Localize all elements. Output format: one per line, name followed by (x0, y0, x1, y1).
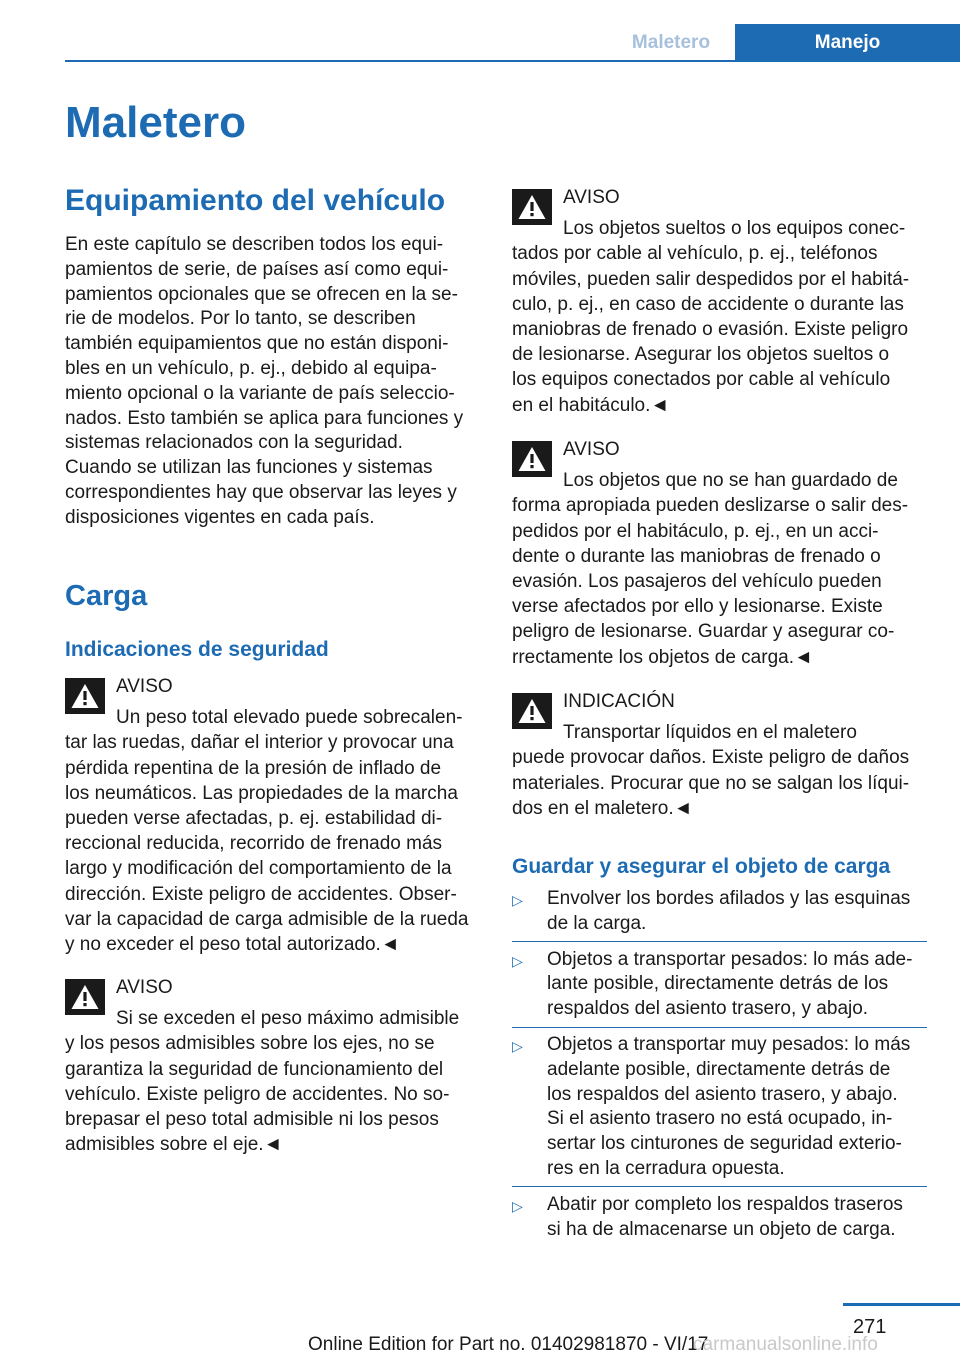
bullet-triangle-icon: ▷ (512, 952, 523, 969)
warning-line: var la capacidad de carga admisible de la rueda (65, 908, 469, 930)
bullet-line: los respaldos del asiento trasero, y abajo. (547, 1083, 898, 1105)
warning-line: peligro de lesionarse. Guardar y asegurar co- (512, 621, 895, 643)
bullet-line: respaldos del asiento trasero, y abajo. (547, 998, 869, 1020)
paragraph-line: sistemas relacionados con la seguridad. (65, 432, 403, 454)
paragraph-line: Cuando se utilizan las funciones y sistemas (65, 457, 433, 479)
watermark: carmanualsonline.info (693, 1334, 878, 1355)
subheading-seguridad: Indicaciones de seguridad (65, 638, 329, 661)
paragraph-line: pamientos de serie, de países así como equi- (65, 258, 449, 280)
warning-line: pedidos por el habitáculo, p. ej., en un acci- (512, 520, 879, 542)
warning-line: garantiza la seguridad de funcionamiento del (65, 1058, 444, 1080)
paragraph-line: miento opcional o la variante de país seleccio- (65, 382, 455, 404)
header-rule (65, 60, 960, 62)
list-divider (512, 1027, 927, 1028)
warning-line: rrectamente los objetos de carga.◄ (512, 646, 813, 668)
warning-line: materiales. Procurar que no se salgan los líqui- (512, 772, 910, 794)
paragraph-line: nados. Esto también se aplica para funciones y (65, 407, 464, 429)
section-heading-equipamiento: Equipamiento del vehículo (65, 184, 446, 217)
warning-line: Transportar líquidos en el maletero (563, 722, 857, 744)
warning-text (512, 437, 927, 670)
warning-text (65, 975, 480, 1157)
bullet-text (547, 948, 912, 1022)
edition-footer: Online Edition for Part no. 01402981870 - VI/17 (308, 1334, 709, 1355)
tab-manejo[interactable]: Manejo (735, 24, 960, 61)
bullet-triangle-icon: ▷ (512, 1038, 523, 1054)
bullet-text (547, 887, 910, 937)
tab-maletero[interactable]: Maletero (631, 32, 711, 53)
warning-line: largo y modificación del comportamiento de la (65, 858, 452, 880)
bullet-line: de la carga. (547, 912, 647, 934)
warning-line: reccional reducida, recorrido de frenado más (65, 833, 443, 855)
list-divider (512, 1186, 927, 1187)
warning-line: brepasar el peso total admisible ni los pesos (65, 1109, 439, 1131)
warning-line: Un peso total elevado puede sobrecalen- (116, 707, 463, 729)
list-divider (512, 941, 927, 942)
warning-line: Los objetos que no se han guardado de (563, 470, 898, 492)
warning-line: en el habitáculo.◄ (512, 394, 670, 416)
bullet-line: Si el asiento trasero no está ocupado, in- (547, 1108, 893, 1130)
bullet-line: Envolver los bordes afilados y las esquinas (547, 888, 911, 909)
bullet-text (547, 1033, 910, 1182)
subheading-guardar: Guardar y asegurar el objeto de carga (512, 855, 891, 878)
warning-line: Si se exceden el peso máximo admisible (116, 1008, 460, 1030)
bullet-triangle-icon: ▷ (512, 1197, 523, 1214)
running-header (65, 24, 960, 62)
paragraph-line: correspondientes hay que observar las leyes y (65, 481, 457, 503)
warning-line: dente o durante las maniobras de frenado o (512, 545, 881, 567)
warning-line: tados por cable al vehículo, p. ej., teléfonos (512, 243, 878, 265)
warning-line: Los objetos sueltos o los equipos conec- (563, 218, 906, 240)
warning-line: admisibles sobre el eje.◄ (65, 1134, 283, 1156)
warning-line: vehículo. Existe peligro de accidentes. No so- (65, 1083, 450, 1105)
paragraph-line: En este capítulo se describen todos los equi- (65, 234, 444, 255)
section-heading-carga: Carga (65, 580, 148, 612)
bullet-line: Objetos a transportar muy pesados: lo más (547, 1034, 911, 1055)
warning-line: móviles, pueden salir despedidos por el habitá- (512, 268, 910, 290)
warning-label: INDICACIÓN (563, 691, 675, 712)
bullet-line: sertar los cinturones de seguridad exterio- (547, 1133, 902, 1155)
warning-text (512, 185, 927, 418)
warning-label: AVISO (116, 676, 173, 697)
paragraph-line: también equipamientos que no están disponi- (65, 333, 449, 355)
warning-line: tar las ruedas, dañar el interior y provocar una (65, 732, 454, 754)
warning-line: verse afectados por ello y lesionarse. Existe (512, 596, 883, 618)
warning-line: los neumáticos. Las propiedades de la marcha (65, 782, 458, 804)
paragraph-line: bles en un vehículo, p. ej., debido al equipa- (65, 357, 437, 379)
warning-line: dirección. Existe peligro de accidentes. Obser- (65, 883, 457, 905)
paragraph-line: disposiciones vigentes en cada país. (65, 506, 375, 528)
warning-label: AVISO (563, 439, 620, 460)
bullet-line: Objetos a transportar pesados: lo más ade- (547, 948, 913, 970)
warning-line: pueden verse afectadas, p. ej. estabilidad di- (65, 808, 443, 830)
warning-label: AVISO (563, 187, 620, 208)
equipamiento-paragraph (65, 233, 463, 531)
page-number: 271 (853, 1316, 887, 1338)
warning-line: culo, p. ej., en caso de accidente o durante las (512, 293, 904, 315)
warning-line: dos en el maletero.◄ (512, 797, 693, 819)
warning-line: evasión. Los pasajeros del vehículo pueden (512, 571, 882, 593)
warning-line: pérdida repentina de la presión de inflado de (65, 757, 442, 779)
warning-line: y los pesos admisibles sobre los ejes, no se (65, 1033, 435, 1055)
warning-text (65, 674, 480, 957)
bullet-text (547, 1193, 903, 1243)
warning-text (512, 689, 927, 821)
warning-line: y no exceder el peso total autorizado.◄ (65, 934, 400, 956)
bullet-line: Abatir por completo los respaldos traseros (547, 1193, 903, 1215)
warning-line: puede provocar daños. Existe peligro de daños (512, 747, 910, 769)
bullet-line: res en la cerradura opuesta. (547, 1157, 785, 1179)
bullet-line: adelante posible, directamente detrás de (547, 1058, 891, 1080)
warning-line: maniobras de frenado o evasión. Existe peligro (512, 319, 909, 341)
bullet-line: lante posible, directamente detrás de los (547, 973, 889, 995)
warning-line: forma apropiada pueden deslizarse o salir des- (512, 495, 909, 517)
bullet-line: si ha de almacenarse un objeto de carga. (547, 1218, 896, 1240)
page-title: Maletero (65, 98, 246, 147)
warning-line: los equipos conectados por cable al vehículo (512, 369, 891, 391)
bullet-triangle-icon: ▷ (512, 892, 523, 908)
paragraph-line: rie de modelos. Por lo tanto, se describen (65, 308, 416, 330)
footer-rule (843, 1303, 960, 1306)
warning-line: de lesionarse. Asegurar los objetos sueltos o (512, 344, 890, 366)
paragraph-line: pamientos opcionales que se ofrecen en la se- (65, 283, 458, 305)
warning-label: AVISO (116, 977, 173, 998)
